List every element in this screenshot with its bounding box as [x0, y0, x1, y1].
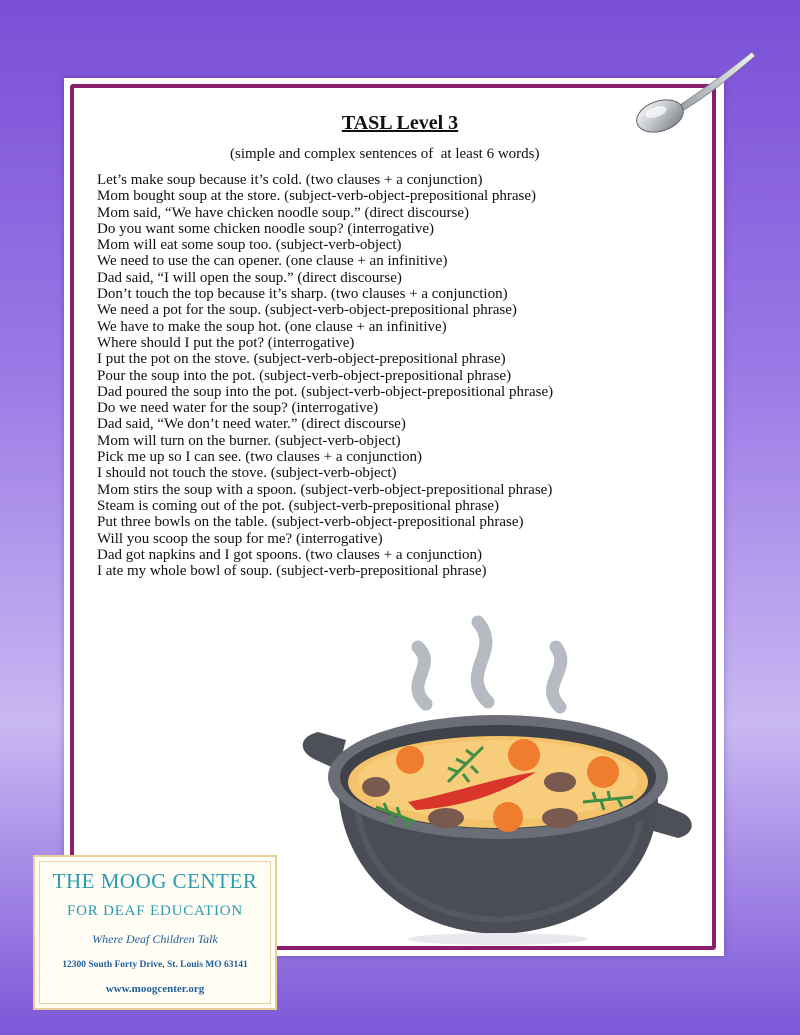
- sentence-item: Mom said, “We have chicken noodle soup.” (direct discourse): [97, 204, 470, 221]
- sentence-item: Mom will eat some soup too. (subject-verb-object): [97, 237, 402, 254]
- sentence-item: We need to use the can opener. (one clause + an infinitive): [97, 253, 448, 270]
- soup-pot-icon: [298, 612, 698, 947]
- sentence-item: Will you scoop the soup for me? (interrogative): [97, 530, 383, 547]
- logo-address: 12300 South Forty Drive, St. Louis MO 63141: [62, 960, 248, 970]
- logo-tagline: Where Deaf Children Talk: [92, 932, 218, 946]
- sentence-item: I put the pot on the stove. (subject-verb-object-prepositional phrase): [97, 351, 506, 368]
- sentence-item: Where should I put the pot? (interrogative): [97, 334, 355, 351]
- page-title: TASL Level 3: [341, 112, 459, 134]
- sentence-item: Mom bought soup at the store. (subject-verb-object-prepositional phrase): [97, 188, 537, 205]
- sentence-item: Dad got napkins and I got spoons. (two clauses + a conjunction): [97, 546, 483, 563]
- sentence-item: Pick me up so I can see. (two clauses + a conjunction): [97, 449, 423, 466]
- sentence-item: Dad said, “We don’t need water.” (direct discourse): [97, 416, 406, 433]
- sentence-item: Dad said, “I will open the soup.” (direct discourse): [97, 269, 402, 286]
- moog-center-logo: [33, 855, 277, 1010]
- sentence-item: Do you want some chicken noodle soup? (interrogative): [97, 220, 434, 237]
- sentence-item: Steam is coming out of the pot. (subject-verb-prepositional phrase): [97, 497, 499, 514]
- page-subtitle: (simple and complex sentences of at least 6 words): [230, 146, 540, 162]
- sentence-item: Put three bowls on the table. (subject-verb-object-prepositional phrase): [97, 514, 524, 531]
- sentence-item: Mom will turn on the burner. (subject-verb-object): [97, 432, 401, 449]
- sentence-item: We need a pot for the soup. (subject-verb-object-prepositional phrase): [97, 302, 517, 319]
- sentence-item: Pour the soup into the pot. (subject-verb-object-prepositional phrase): [97, 367, 512, 384]
- sentence-item: Let’s make soup because it’s cold. (two clauses + a conjunction): [97, 172, 483, 188]
- logo-title: THE MOOG CENTER: [52, 869, 258, 893]
- sentence-item: Do we need water for the soup? (interrogative): [97, 400, 379, 417]
- sentence-list: [97, 172, 553, 579]
- logo-website[interactable]: www.moogcenter.org: [105, 983, 205, 995]
- sentence-item: Mom stirs the soup with a spoon. (subject-verb-object-prepositional phrase): [97, 481, 553, 498]
- logo-subtitle: FOR DEAF EDUCATION: [66, 903, 244, 919]
- sentence-item: Don’t touch the top because it’s sharp. (two clauses + a conjunction): [97, 286, 508, 303]
- sentence-item: I should not touch the stove. (subject-verb-object): [97, 465, 397, 482]
- sentence-item: I ate my whole bowl of soup. (subject-verb-prepositional phrase): [97, 563, 487, 580]
- sentence-item: We have to make the soup hot. (one clause + an infinitive): [97, 318, 447, 335]
- sentence-item: Dad poured the soup into the pot. (subject-verb-object-prepositional phrase): [97, 383, 554, 400]
